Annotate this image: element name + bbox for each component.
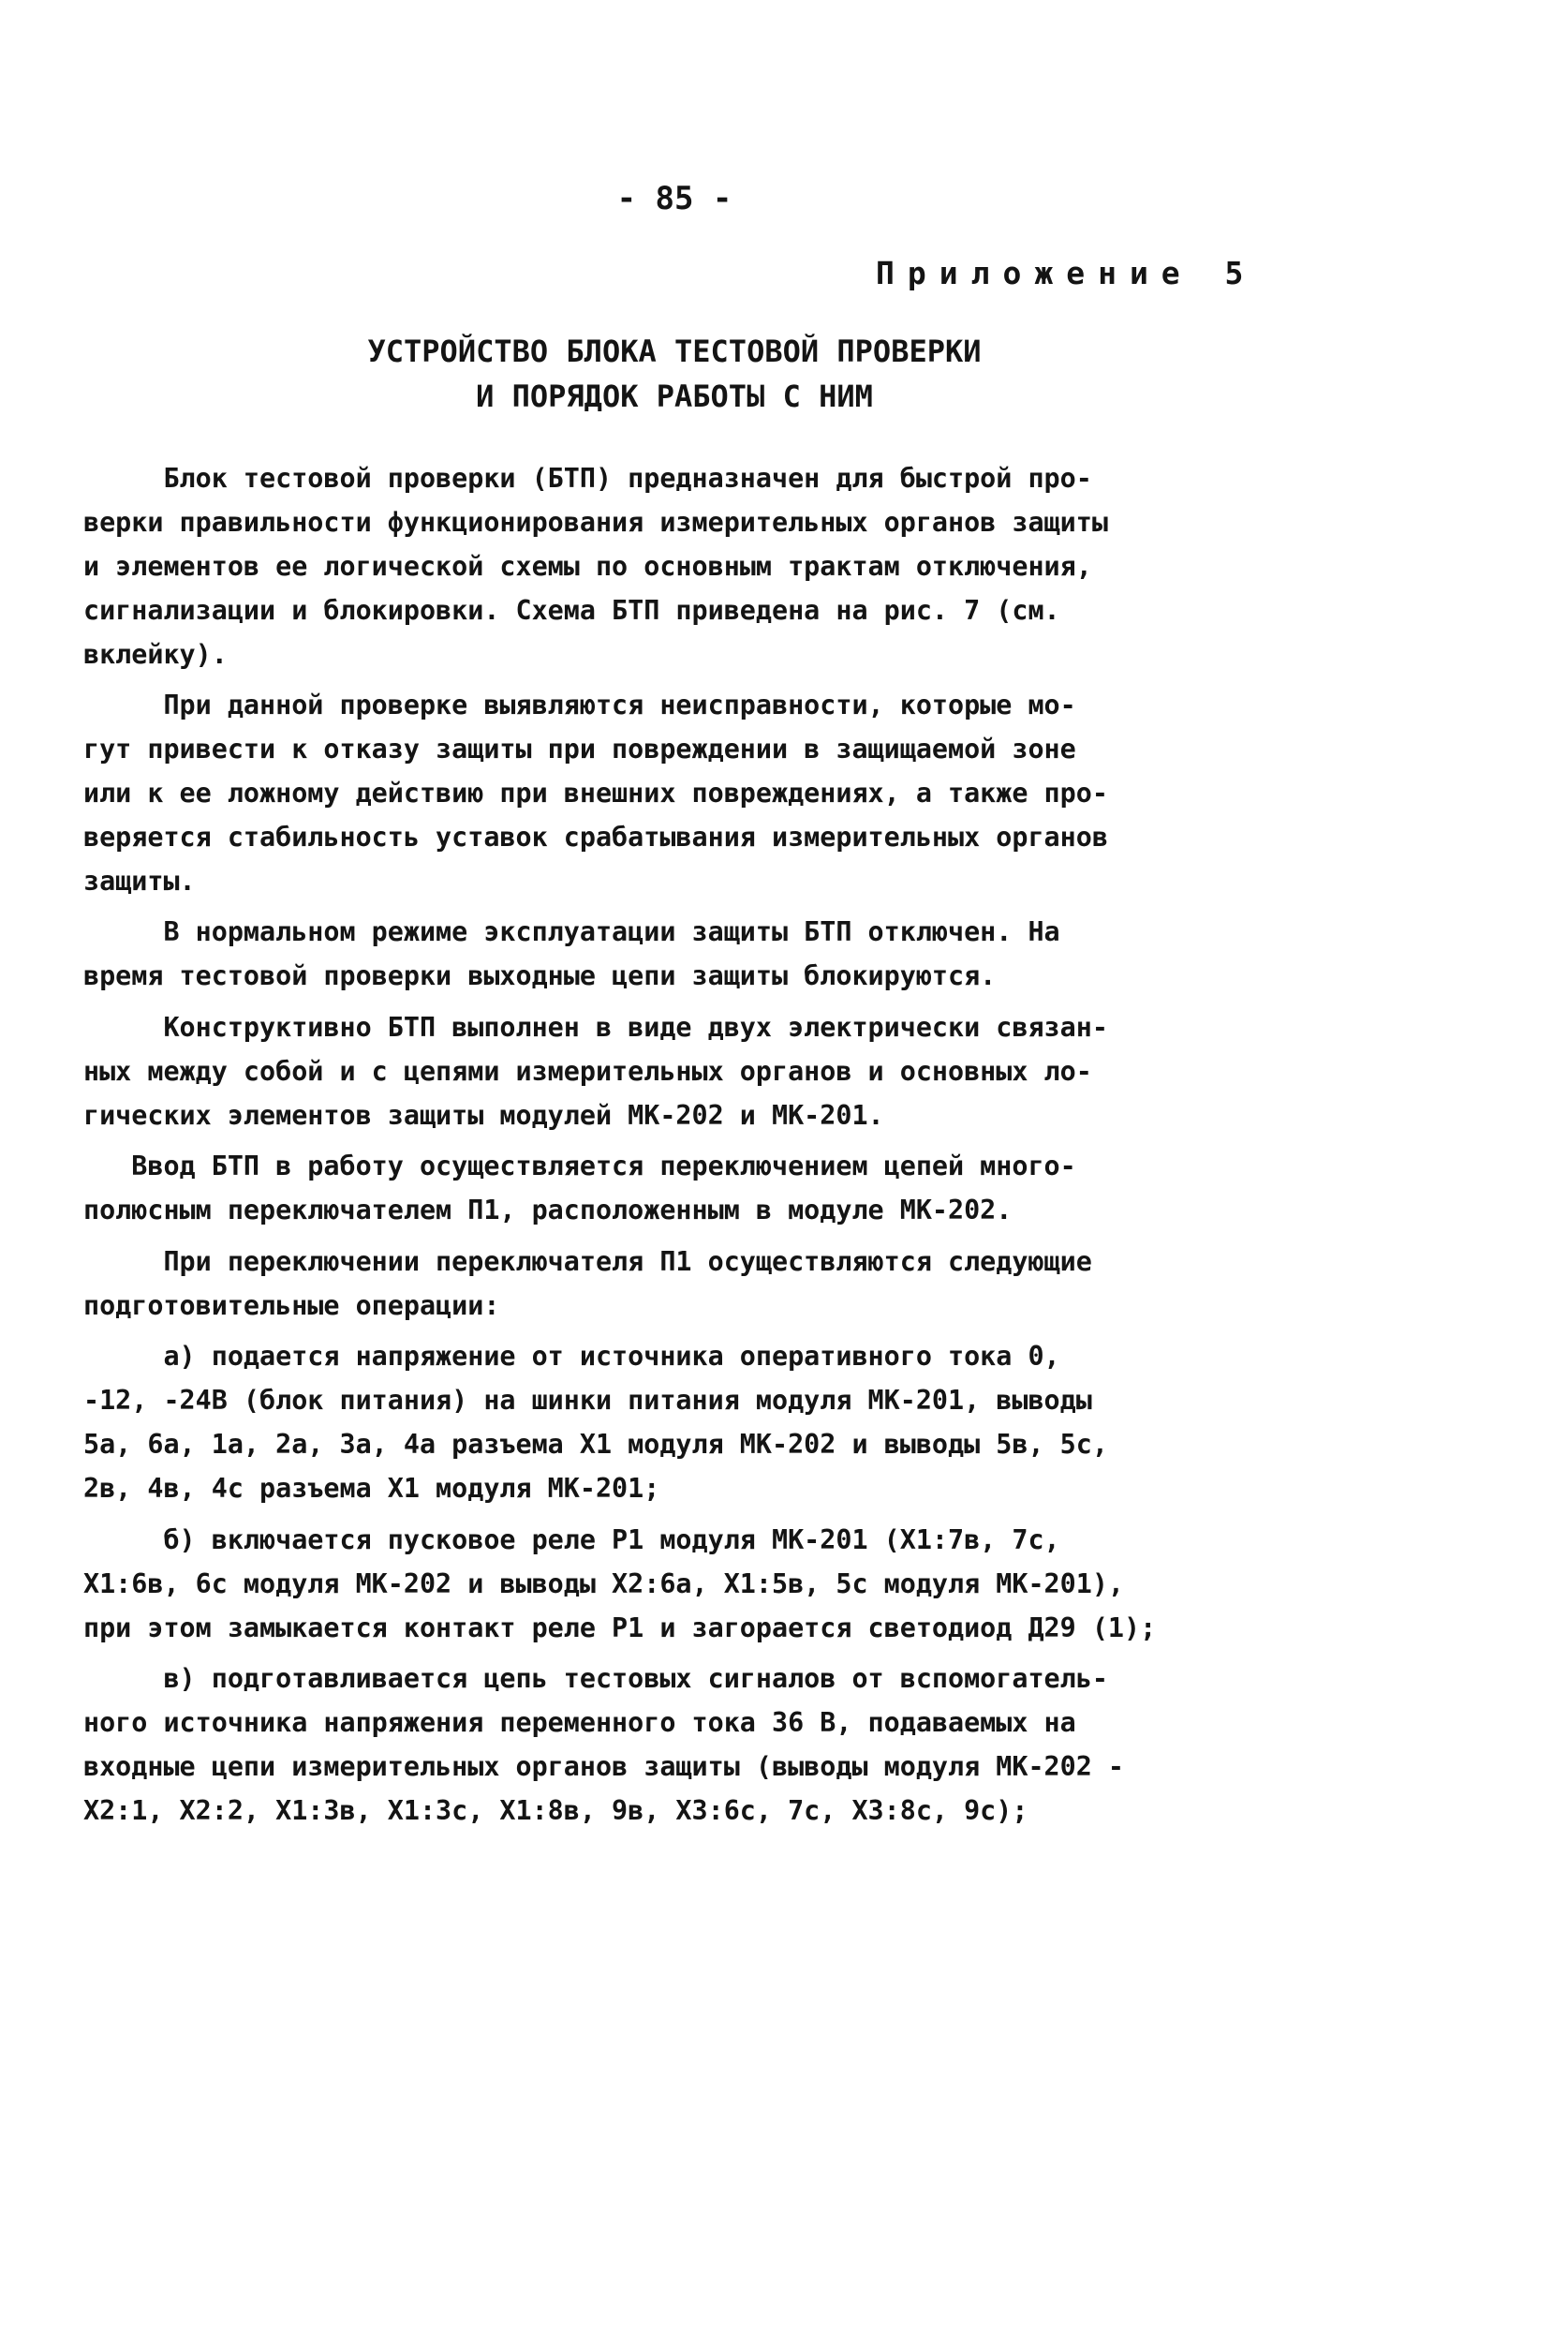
text-line: ных между собой и с цепями измерительных органов и основных ло- [83, 1056, 1092, 1087]
text-line: б) включается пусковое реле Р1 модуля МК-201 (Х1:7в, 7с, [83, 1524, 1060, 1555]
text-line: верки правильности функционирования измерительных органов защиты [83, 507, 1108, 538]
page-number: - 85 - [616, 180, 732, 217]
text-line: При переключении переключателя П1 осуществляются следующие [83, 1246, 1092, 1277]
text-line: -12, -24В (блок питания) на шинки питания модуля МК-201, выводы [83, 1385, 1092, 1416]
text-line: входные цепи измерительных органов защиты (выводы модуля МК-202 - [83, 1751, 1125, 1782]
text-line: сигнализации и блокировки. Схема БТП приведена на рис. 7 (см. [83, 595, 1060, 626]
title-line-2: И ПОРЯДОК РАБОТЫ С НИМ [476, 379, 873, 414]
text-line: подготовительные операции: [83, 1290, 500, 1321]
text-line: Конструктивно БТП выполнен в виде двух электрически связан- [83, 1012, 1108, 1043]
text-line: В нормальном режиме эксплуатации защиты БТП отключен. На [83, 916, 1060, 947]
text-line: и элементов ее логической схемы по основным трактам отключения, [83, 551, 1092, 582]
text-line: полюсным переключателем П1, расположенным в модуле МК-202. [83, 1195, 1013, 1225]
text-line: Ввод БТП в работу осуществляется переключением цепей много- [83, 1151, 1076, 1181]
text-line: время тестовой проверки выходные цепи защиты блокируются. [83, 960, 997, 991]
text-line: веряется стабильность уставок срабатывания измерительных органов [83, 822, 1108, 853]
text-line: При данной проверке выявляются неисправности, которые мо- [83, 690, 1076, 720]
text-line: в) подготавливается цепь тестовых сигналов от вспомогатель- [83, 1663, 1108, 1694]
text-line: гут привести к отказу защиты при повреждении в защищаемой зоне [83, 734, 1076, 765]
text-line: защиты. [83, 866, 196, 897]
text-line: 2в, 4в, 4с разъема Х1 модуля МК-201; [83, 1473, 660, 1504]
text-line: при этом замыкается контакт реле Р1 и загорается светодиод Д29 (1); [83, 1612, 1157, 1643]
appendix-label: Приложение 5 [876, 255, 1257, 291]
text-line: Х1:6в, 6с модуля МК-202 и выводы Х2:6а, Х1:5в, 5с модуля МК-201), [83, 1568, 1125, 1599]
text-line: гических элементов защиты модулей МК-202 и МК-201. [83, 1100, 884, 1131]
text-line: вклейку). [83, 639, 228, 670]
text-line: 5а, 6а, 1а, 2а, 3а, 4а разъема Х1 модуля МК-202 и выводы 5в, 5с, [83, 1429, 1108, 1460]
text-line: а) подается напряжение от источника оперативного тока 0, [83, 1341, 1060, 1372]
text-line: ного источника напряжения переменного тока 36 В, подаваемых на [83, 1707, 1076, 1738]
text-line: или к ее ложному действию при внешних повреждениях, а также про- [83, 778, 1108, 809]
text-line: Блок тестовой проверки (БТП) предназначен для быстрой про- [83, 463, 1092, 494]
text-line: Х2:1, Х2:2, Х1:3в, Х1:3с, Х1:8в, 9в, Х3:6с, 7с, Х3:8с, 9с); [83, 1795, 1028, 1826]
title-line-1: УСТРОЙСТВО БЛОКА ТЕСТОВОЙ ПРОВЕРКИ [367, 334, 982, 369]
